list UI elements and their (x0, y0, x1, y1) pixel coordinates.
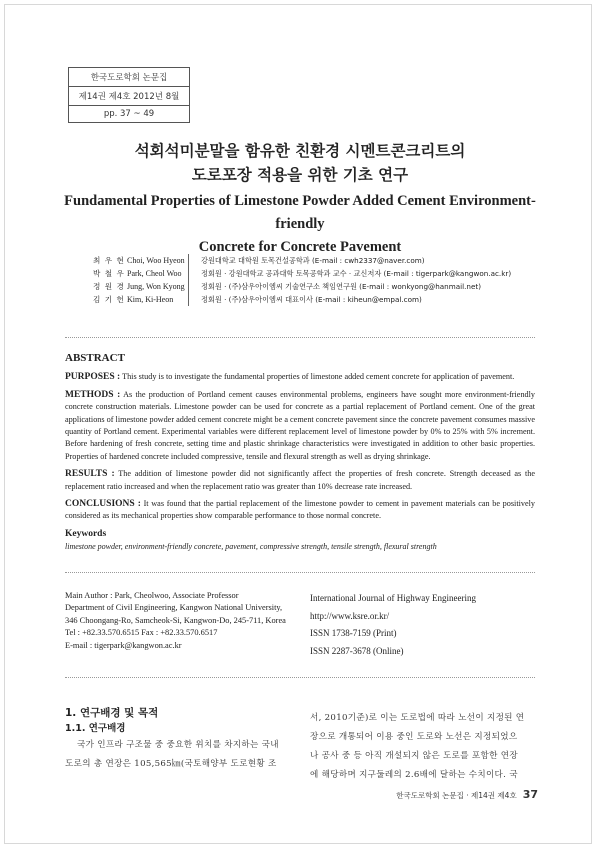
author-name-en: Park, Cheol Woo (127, 269, 182, 278)
purposes-label: PURPOSES : (65, 372, 121, 383)
body-line: 국가 인프라 구조물 중 중요한 위치를 차지하는 국내 (77, 740, 279, 750)
journal-name: 한국도로학회 논문집 (90, 73, 168, 83)
abstract-purposes (65, 371, 535, 383)
author-affiliation: 정회원 · (주)삼우아이엠씨 대표이사 (E-mail : kiheun@empal.com) (201, 295, 422, 304)
purposes-text: This study is to investigate the fundamental properties of limestone added cement concrete for application of pavement. (120, 372, 515, 382)
author-name-en: Kim, Ki-Heon (127, 295, 174, 304)
issn-print: ISSN 1738-7159 (Print) (310, 628, 397, 638)
author-name-ko: 정 원 경 (93, 282, 125, 291)
journal-info (310, 590, 530, 660)
address: 346 Choongang-Ro, Samcheok-Si, Kangwon-Do, 245-711, Korea (65, 615, 286, 625)
journal-url: http://www.ksre.or.kr/ (310, 610, 390, 621)
phone-fax: Tel : +82.33.570.6515 Fax : +82.33.570.6517 (65, 628, 218, 638)
body-right-column (310, 709, 538, 785)
body-line: 서, 2010기준)로 이는 도로법에 따라 노선이 지정된 연 (310, 713, 525, 723)
issn-online: ISSN 2287-3678 (Online) (310, 645, 404, 656)
abstract-methods (65, 389, 535, 463)
journal-citation-box (68, 67, 190, 123)
title-english-line2: Concrete for Concrete Pavement (198, 239, 402, 255)
abstract-results (65, 468, 535, 493)
keywords: limestone powder, environment-friendly concrete, pavement, compressive strength, tensile strength, flexural strength (65, 542, 437, 552)
author-row (93, 267, 553, 280)
author-row (93, 254, 553, 267)
main-author: Main Author : Park, Cheolwoo, Associate Professor (65, 591, 239, 600)
author-name-ko: 김 기 헌 (93, 295, 125, 304)
author-name-en: Choi, Woo Hyeon (127, 256, 185, 265)
title-korean-line1: 석회석미분말을 함유한 친환경 시멘트콘크리트의 (134, 142, 466, 160)
author-name-en: Jung, Won Kyong (127, 282, 185, 291)
page-number: 37 (522, 788, 538, 801)
body-line: 장으로 개통되어 이용 중인 도로와 노선은 지정되었으 (310, 732, 518, 742)
subsection-heading: 1.1. 연구배경 (65, 723, 126, 734)
footer-journal: 한국도로학회 논문집 · 제14권 제4호 (396, 791, 517, 800)
body-line: 나 공사 중 등 아직 개설되지 않은 도로를 포함한 연장 (310, 751, 518, 761)
section-divider (65, 337, 535, 338)
results-label: RESULTS : (65, 469, 115, 480)
email: E-mail : tigerpark@kangwon.ac.kr (65, 640, 182, 650)
conclusions-text: It was found that the partial replacement of the limestone powder to cement in pavement materials can be positively considered as its mechanical properties show comparable performance to those normal concrete. (65, 499, 535, 521)
author-affiliation: 강원대학교 대학원 토목건설공학과 (E-mail : cwh2337@naver.com) (201, 256, 425, 265)
author-affiliation: 정회원 · (주)삼우아이엠씨 기술연구소 책임연구원 (E-mail : wonkyong@hanmail.net) (201, 282, 482, 291)
author-name-ko: 최 우 현 (93, 256, 125, 265)
journal-title: International Journal of Highway Engineering (310, 593, 476, 603)
section-divider (65, 677, 535, 678)
journal-volume: 제14권 제4호 2012년 8월 (69, 86, 189, 105)
author-affiliation: 정회원 · 강원대학교 공과대학 토목공학과 교수 · 교신저자 (E-mail : tigerpark@kangwon.ac.kr) (201, 269, 512, 278)
section-divider (65, 572, 535, 573)
conclusions-label: CONCLUSIONS : (65, 499, 141, 510)
correspondence-info (65, 590, 305, 652)
title-korean-line2: 도로포장 적용을 위한 기초 연구 (191, 166, 409, 184)
body-left-column (65, 705, 295, 774)
body-line: 에 해당하며 지구둘레의 2.6배에 달하는 수치이다. 국 (310, 770, 518, 780)
author-row (93, 280, 553, 293)
abstract-heading: ABSTRACT (65, 352, 125, 364)
abstract (65, 352, 535, 554)
page-footer (396, 788, 538, 801)
section-heading: 1. 연구배경 및 목적 (65, 707, 159, 719)
body-line: 도로의 총 연장은 105,565㎞(국토해양부 도로현황 조 (65, 759, 277, 769)
title-korean (40, 139, 560, 187)
author-row (93, 293, 553, 306)
department: Department of Civil Engineering, Kangwon National University, (65, 603, 283, 613)
keywords-heading: Keywords (65, 528, 107, 539)
title-english (40, 190, 560, 259)
results-text: The addition of limestone powder did not significantly affect the properties of fresh concrete. Strength deceased as the replacement ratio increased and when the replacement ratio was greater than 10% decrease rate increased. (65, 469, 535, 491)
author-name-ko: 박 철 우 (93, 269, 125, 278)
body-paragraph (65, 736, 295, 774)
methods-text: As the production of Portland cement causes environmental problems, engineers have sought more environment-friendly concrete construction materials. Limestone powder can be used for concrete as a partial replacement of Portland cement. One of the great applications of limestone powder added cement concrete might be a cement concrete pavement since the concrete pavement consumes massive quantity of Portland cement. Experimental variables were different replacement level of limestone powder by 0% to 25% with 5% increment. Before hardening of fresh concrete, setting time and plastic shrinkage characteristics were investigated in addition to other basic properties. Properties of hardened concrete included compressive, tensile and flexural strength as well as drying shrinkage. (65, 389, 536, 461)
author-divider (188, 254, 189, 306)
author-list (93, 254, 553, 306)
journal-pages: pp. 37 ~ 49 (69, 105, 189, 122)
abstract-conclusions (65, 498, 535, 523)
methods-label: METHODS : (65, 389, 121, 400)
title-english-line1: Fundamental Properties of Limestone Powder Added Cement Environment-friendly (64, 193, 536, 232)
